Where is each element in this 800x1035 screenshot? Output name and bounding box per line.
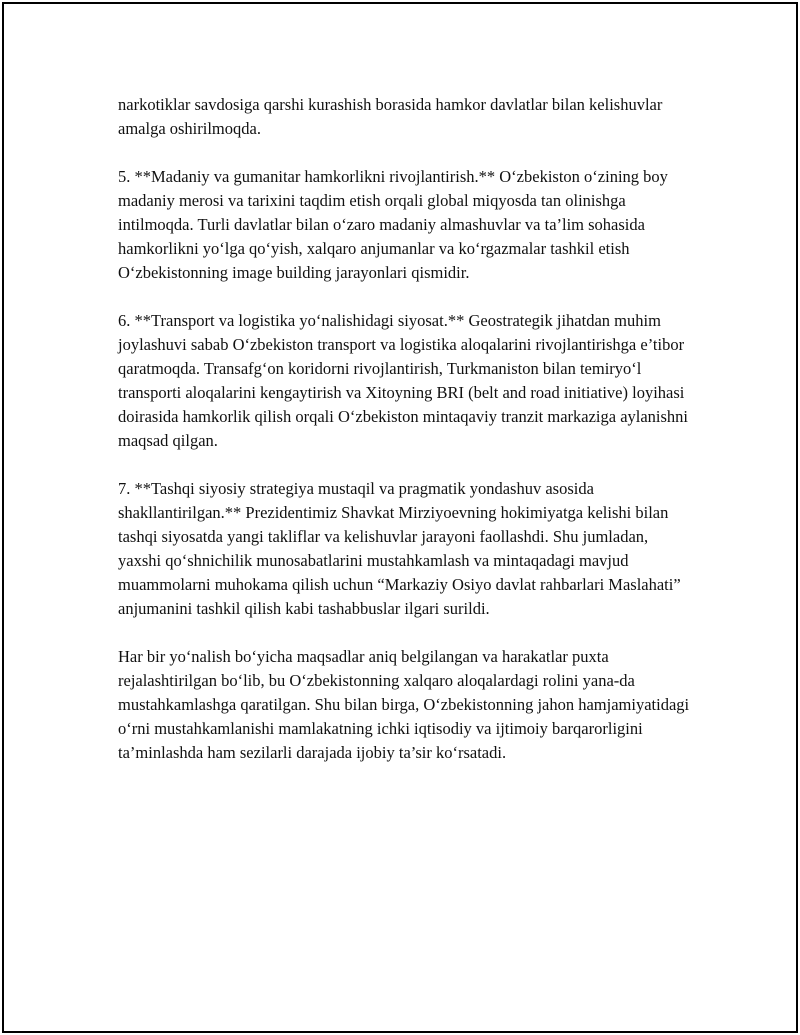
document-body <box>118 93 690 789</box>
paragraph-conclusion: Har bir yo‘nalish bo‘yicha maqsadlar aniq belgilangan va harakatlar puxta rejalashtirilgan bo‘lib, bu O‘zbekistonning xalqaro aloqalardagi rolini yana-da mustahkamlashga qaratilgan. Shu bilan birga, O‘zbekistonning jahon hamjamiyatidagi o‘rni mustahkamlanishi mamlakatning ichki iqtisodiy va ijtimoiy barqarorligini ta’minlashda ham sezilarli darajada ijobiy ta’sir ko‘rsatadi. <box>118 647 690 762</box>
paragraph-foreign-policy-strategy: 7. **Tashqi siyosiy strategiya mustaqil va pragmatik yondashuv asosida shakllantirilgan.** Prezidentimiz Shavkat Mirziyoevning hokimiyatga kelishi bilan tashqi siyosatda yangi takliflar va kelishuvlar jarayoni faollashdi. Shu jumladan, yaxshi qo‘shnichilik munosabatlarini mustahkamlash va mintaqadagi mavjud muammolarni muhokama qilish uchun “Markaziy Osiyo davlat rahbarlari Maslahati” anjumanini tashkil qilish kabi tashabbuslar ilgari surildi. <box>118 479 681 618</box>
paragraph-cultural-cooperation: 5. **Madaniy va gumanitar hamkorlikni rivojlantirish.** O‘zbekiston o‘zining boy madaniy merosi va tarixini taqdim etish orqali global miqyosda tan olinishga intilmoqda. Turli davlatlar bilan o‘zaro madaniy almashuvlar va ta’lim sohasida hamkorlikni yo‘lga qo‘yish, xalqaro anjumanlar va ko‘rgazmalar tashkil etish O‘zbekistonning image building jarayonlari qismidir. <box>118 167 668 282</box>
paragraph-continuation: narkotiklar savdosiga qarshi kurashish borasida hamkor davlatlar bilan kelishuvlar amalga oshirilmoqda. <box>118 95 663 138</box>
paragraph-transport-logistics: 6. **Transport va logistika yo‘nalishidagi siyosat.** Geostrategik jihatdan muhim joylashuvi sabab O‘zbekiston transport va logistika aloqalarini rivojlantirishga e’tibor qaratmoqda. Transafg‘on koridorni rivojlantirish, Turkmaniston bilan temiryo‘l transporti aloqalarini kengaytirish va Xitoyning BRI (belt and road initiative) loyihasi doirasida hamkorlik qilish orqali O‘zbekiston mintaqaviy tranzit markaziga aylanishni maqsad qilgan. <box>118 311 689 450</box>
